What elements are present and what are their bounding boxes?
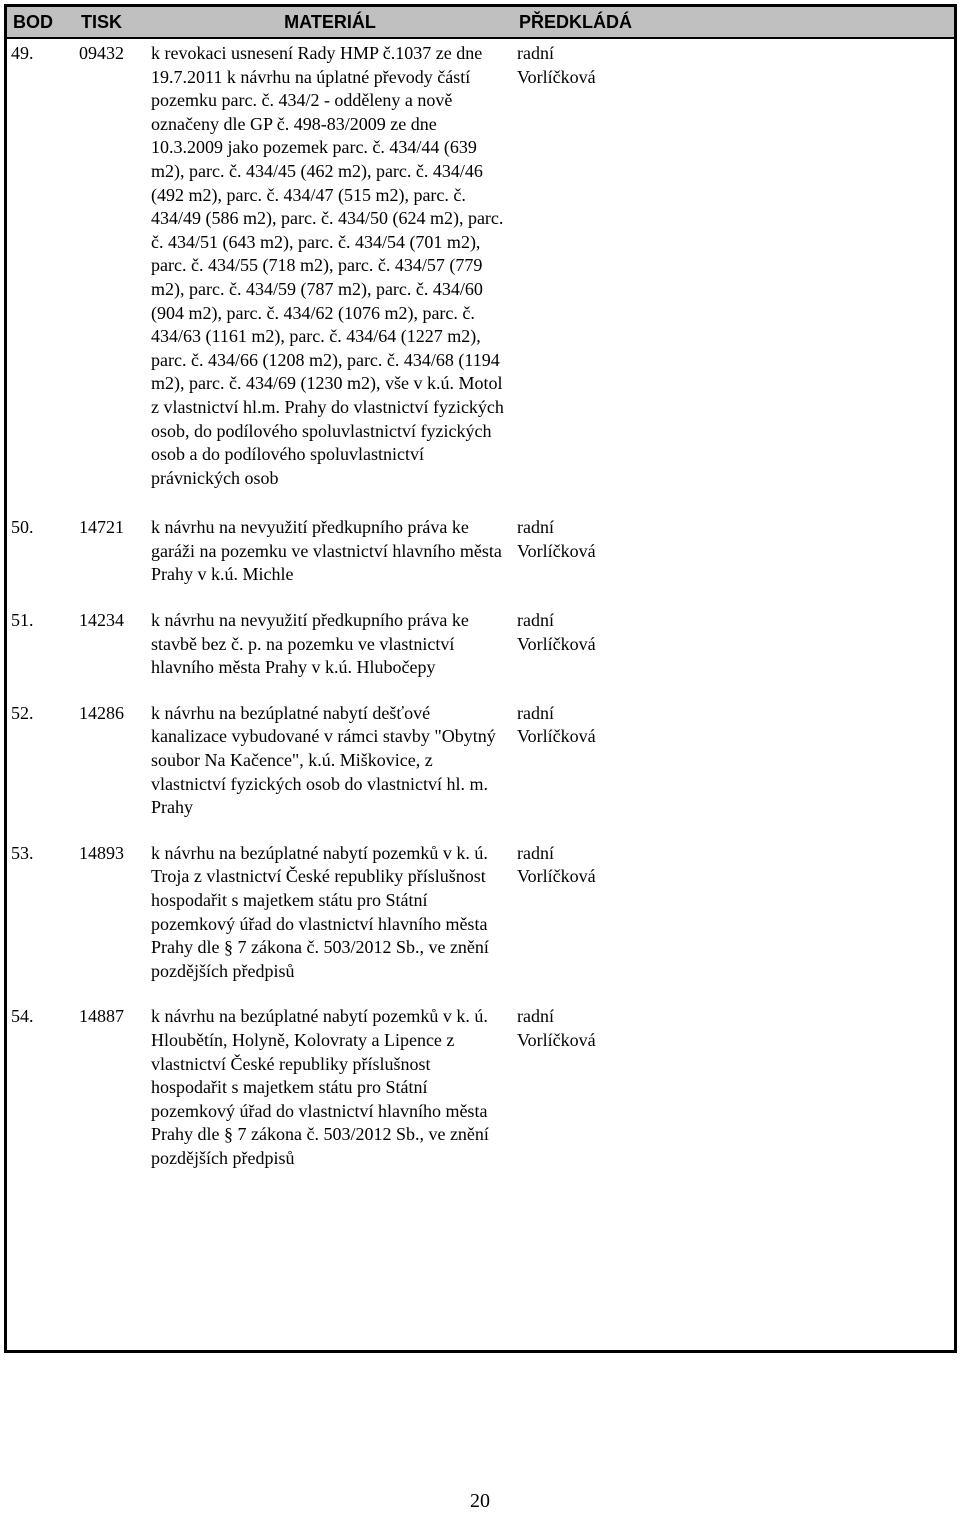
row-material: k revokaci usnesení Rady HMP č.1037 ze dne 19.7.2011 k návrhu na úplatné převody částí pozemku parc. č. 434/2 - odděleny a nově označeny dle GP č. 498-83/2009 ze dne 10.3.2009 jako pozemek parc. č. 434/44 (639 m2), parc. č. 434/45 (462 m2), parc. č. 434/46 (492 m2), parc. č. 434/47 (515 m2), parc. č. 434/49 (586 m2), parc. č. 434/50 (624 m2), parc. č. 434/51 (643 m2), parc. č. 434/54 (701 m2), parc. č. 434/55 (718 m2), parc. č. 434/57 (779 m2), parc. č. 434/59 (787 m2), parc. č. 434/60 (904 m2), parc. č. 434/62 (1076 m2), parc. č. 434/63 (1161 m2), parc. č. 434/64 (1227 m2), parc. č. 434/66 (1208 m2), parc. č. 434/68 (1194 m2), parc. č. 434/69 (1230 m2), vše v k.ú. Motol z vlastnictví hl.m. Prahy do vlastnictví fyzických osob, do podílového spoluvlastnictví fyzických osob a do podílového spoluvlastnictví právnických osob — [151, 43, 504, 488]
row-bod: 53. — [11, 842, 34, 863]
row-empty — [655, 38, 954, 514]
header-predklada: PŘEDKLÁDÁ — [513, 7, 954, 38]
row-bod: 50. — [11, 517, 34, 538]
predklada-name: Vorlíčková — [517, 633, 596, 654]
row-tisk: 14893 — [79, 842, 124, 863]
row-predklada — [513, 607, 655, 700]
predklada-name: Vorlíčková — [517, 866, 596, 887]
row-empty — [655, 700, 954, 840]
row-bod: 54. — [11, 1006, 34, 1027]
row-bod: 49. — [11, 43, 34, 63]
row-empty — [655, 1003, 954, 1198]
row-tisk: 14286 — [79, 702, 124, 723]
row-material: k návrhu na nevyužití předkupního práva ke stavbě bez č. p. na pozemku ve vlastnictví hlavního města Prahy v k.ú. Hlubočepy — [151, 610, 469, 678]
predklada-name: Vorlíčková — [517, 726, 596, 747]
row-tisk: 09432 — [79, 43, 124, 63]
header-material: MATERIÁL — [147, 7, 513, 38]
row-tisk: 14234 — [79, 610, 124, 631]
row-tisk: 14887 — [79, 1006, 124, 1027]
predklada-role: radní — [517, 702, 554, 723]
row-predklada — [513, 514, 655, 607]
predklada-name: Vorlíčková — [517, 66, 596, 87]
row-empty — [655, 840, 954, 1004]
predklada-role: radní — [517, 842, 554, 863]
row-empty — [655, 514, 954, 607]
agenda-table-frame — [4, 4, 957, 1353]
predklada-role: radní — [517, 1006, 554, 1027]
header-bod: BOD — [7, 7, 75, 38]
predklada-name: Vorlíčková — [517, 1029, 596, 1050]
row-empty — [655, 607, 954, 700]
table-row — [7, 607, 954, 700]
page-number: 20 — [470, 1490, 490, 1512]
row-predklada — [513, 840, 655, 1004]
table-row — [7, 38, 954, 514]
row-tisk: 14721 — [79, 517, 124, 538]
row-material: k návrhu na bezúplatné nabytí dešťové kanalizace vybudované v rámci stavby "Obytný soubor Na Kačence", k.ú. Miškovice, z vlastnictví fyzických osob do vlastnictví hl. m. Prahy — [151, 702, 496, 818]
row-bod: 51. — [11, 610, 34, 631]
predklada-role: radní — [517, 610, 554, 631]
row-predklada — [513, 700, 655, 840]
table-row — [7, 514, 954, 607]
predklada-role: radní — [517, 517, 554, 538]
table-body — [7, 38, 954, 1199]
row-predklada — [513, 38, 655, 514]
table-row — [7, 1003, 954, 1198]
predklada-name: Vorlíčková — [517, 540, 596, 561]
table-row — [7, 700, 954, 840]
table-header — [7, 7, 954, 38]
table-row — [7, 840, 954, 1004]
row-bod: 52. — [11, 702, 34, 723]
row-material: k návrhu na bezúplatné nabytí pozemků v k. ú. Troja z vlastnictví České republiky příslušnost hospodařit s majetkem státu pro Státní pozemkový úřad do vlastnictví hlavního města Prahy dle § 7 zákona č. 503/2012 Sb., ve znění pozdějších předpisů — [151, 842, 489, 981]
row-predklada — [513, 1003, 655, 1198]
header-tisk: TISK — [75, 7, 147, 38]
predklada-role: radní — [517, 43, 554, 63]
agenda-table — [7, 7, 954, 1199]
row-material: k návrhu na bezúplatné nabytí pozemků v k. ú. Hloubětín, Holyně, Kolovraty a Lipence z vlastnictví České republiky příslušnost hospodařit s majetkem státu pro Státní pozemkový úřad do vlastnictví hlavního města Prahy dle § 7 zákona č. 503/2012 Sb., ve znění pozdějších předpisů — [151, 1006, 489, 1168]
row-material: k návrhu na nevyužití předkupního práva ke garáži na pozemku ve vlastnictví hlavního města Prahy v k.ú. Michle — [151, 517, 502, 585]
